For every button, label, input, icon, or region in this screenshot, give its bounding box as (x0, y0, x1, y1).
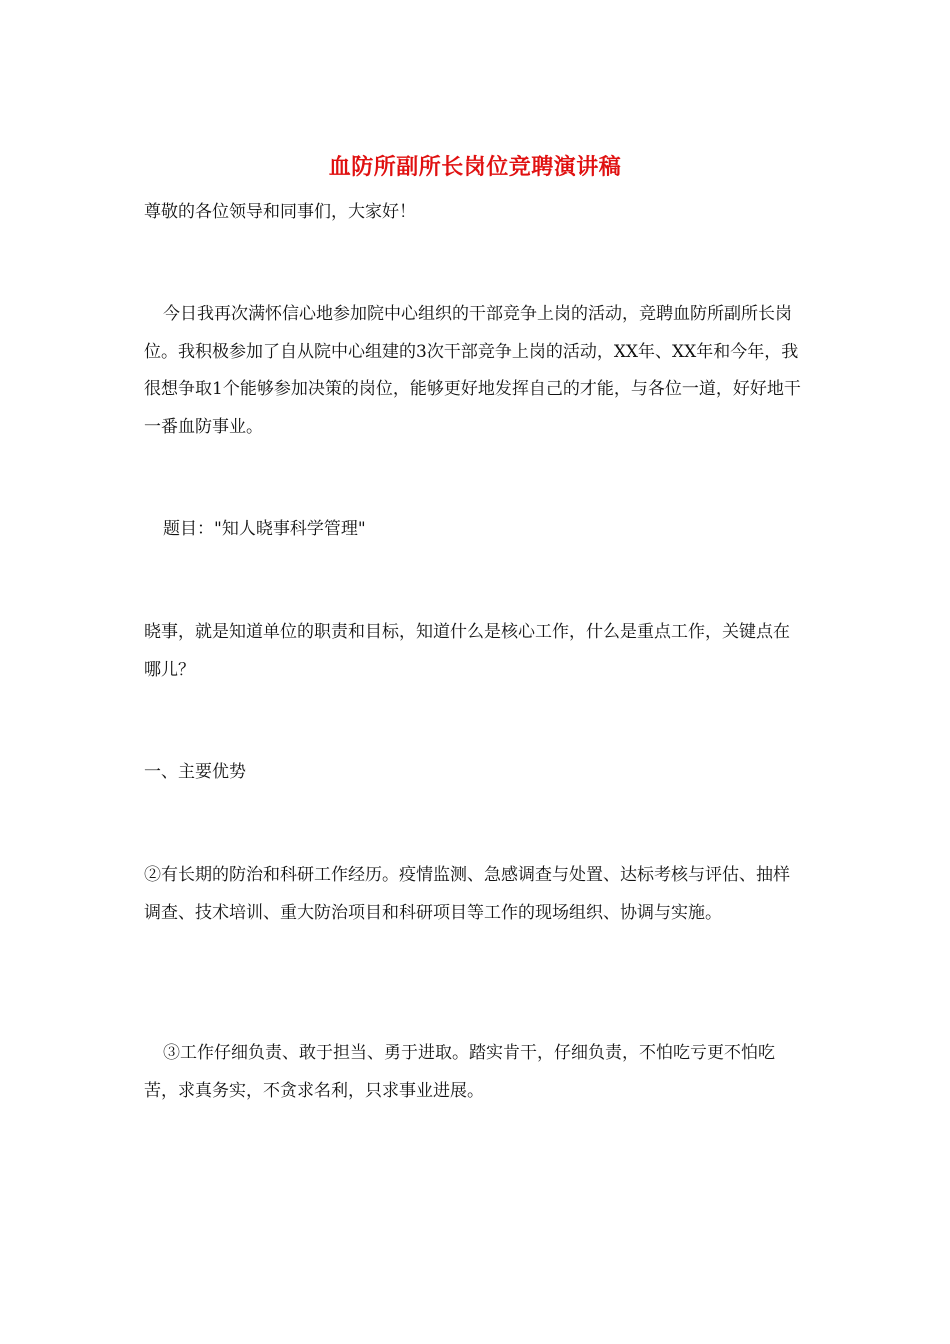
advantage-point-3: ③工作仔细负责、敢于担当、勇于进取。踏实肯干，仔细负责，不怕吃亏更不怕吃苦，求真务实，不贪求名利，只求事业进展。 (144, 1043, 775, 1101)
advantage-point-2: ②有长期的防治和科研工作经历。疫情监测、急感调查与处置、达标考核与评估、抽样调查、技术培训、重大防治项目和科研项目等工作的现场组织、协调与实施。 (144, 865, 790, 923)
document-title: 血防所副所长岗位竞聘演讲稿 (328, 154, 622, 180)
greeting-paragraph: 尊敬的各位领导和同事们，大家好！ (144, 202, 416, 222)
topic-paragraph: 题目："知人晓事科学管理" (163, 519, 366, 539)
xiaoshi-paragraph: 晓事，就是知道单位的职责和目标，知道什么是核心工作，什么是重点工作，关键点在哪儿？ (144, 622, 790, 680)
section-heading-advantages: 一、主要优势 (144, 762, 246, 782)
intro-paragraph: 今日我再次满怀信心地参加院中心组织的干部竞争上岗的活动，竞聘血防所副所长岗位。我积极参加了自从院中心组建的3次干部竞争上岗的活动，XX年、XX年和今年，我很想争取1个能够参加决策的岗位，能够更好地发挥自己的才能，与各位一道，好好地干一番血防事业。 (144, 304, 801, 437)
